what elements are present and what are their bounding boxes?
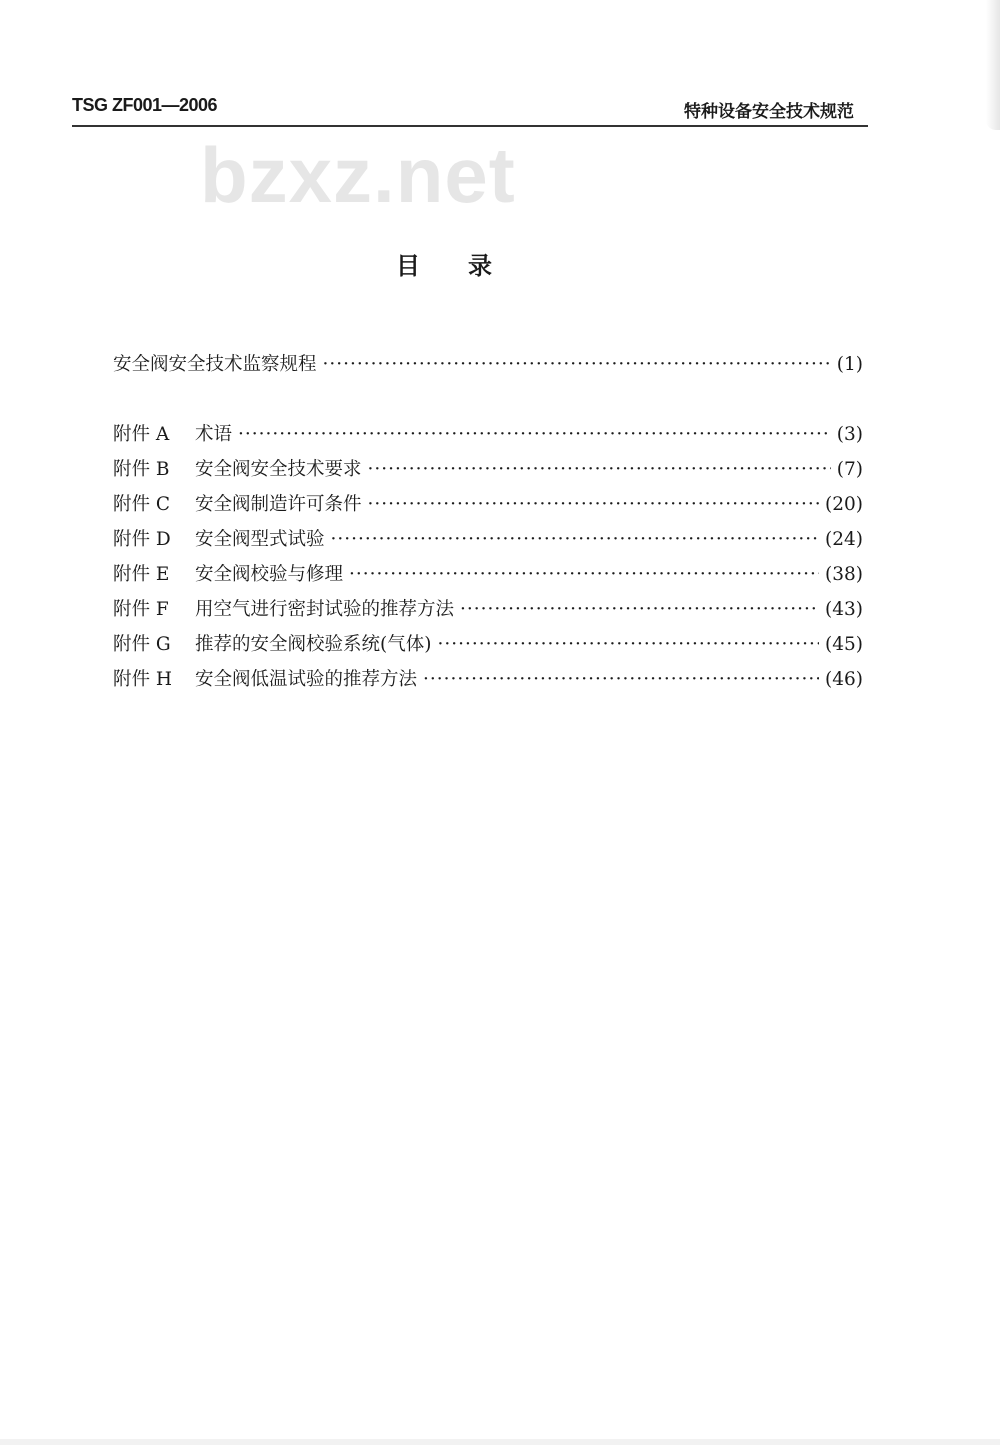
toc-entry[interactable] <box>113 455 863 490</box>
toc-entry[interactable] <box>113 525 863 560</box>
toc-entry-label: 安全阀低温试验的推荐方法 <box>195 669 418 690</box>
toc-entry[interactable] <box>113 420 863 455</box>
toc-page-number: (1) <box>836 354 863 375</box>
dot-leader <box>460 599 819 620</box>
page-bottom-edge <box>0 1439 1000 1445</box>
toc-entry-label: 安全阀制造许可条件 <box>195 494 362 515</box>
dot-leader <box>368 494 820 515</box>
toc-appendices <box>113 420 863 700</box>
appendix-prefix: 附件 B <box>113 459 170 480</box>
appendix-prefix: 附件 A <box>113 424 170 445</box>
toc-entry-label: 术语 <box>195 424 233 445</box>
toc-entry-label: 推荐的安全阀校验系统(气体) <box>195 634 432 655</box>
toc-page-number: (3) <box>836 424 863 445</box>
toc-page-number: (45) <box>825 634 863 655</box>
toc-page-number: (20) <box>825 494 863 515</box>
dot-leader <box>331 529 820 550</box>
page-edge-shadow <box>986 0 1000 130</box>
header-rule <box>72 125 868 127</box>
appendix-prefix: 附件 G <box>113 634 171 655</box>
standard-code: TSG ZF001—2006 <box>72 95 218 115</box>
toc-entry[interactable] <box>113 595 863 630</box>
toc-entry[interactable] <box>113 665 863 700</box>
toc-entry-label: 安全阀校验与修理 <box>195 564 344 585</box>
toc-page-number: (43) <box>825 599 863 620</box>
appendix-prefix: 附件 E <box>113 564 170 585</box>
toc-entry[interactable] <box>113 490 863 525</box>
appendix-prefix: 附件 F <box>113 599 169 620</box>
toc-page-number: (46) <box>825 669 863 690</box>
toc-entry-label: 安全阀安全技术监察规程 <box>113 354 317 375</box>
appendix-prefix: 附件 H <box>113 669 173 690</box>
dot-leader <box>349 564 819 585</box>
dot-leader <box>323 354 831 375</box>
dot-leader <box>437 634 819 655</box>
toc-entry-label: 用空气进行密封试验的推荐方法 <box>195 599 455 620</box>
toc-entry-label: 安全阀型式试验 <box>195 529 325 550</box>
toc-entry[interactable] <box>113 560 863 595</box>
appendix-prefix: 附件 C <box>113 494 171 515</box>
appendix-prefix: 附件 D <box>113 529 171 550</box>
series-title: 特种设备安全技术规范 <box>684 102 854 122</box>
dot-leader <box>423 669 819 690</box>
toc-main <box>113 350 863 385</box>
watermark: bzxz.net <box>200 131 516 219</box>
toc-page-number: (24) <box>825 529 863 550</box>
toc-page-number: (7) <box>836 459 863 480</box>
page-title: 目录 <box>396 252 540 280</box>
toc-page-number: (38) <box>825 564 863 585</box>
dot-leader <box>368 459 831 480</box>
toc-entry-label: 安全阀安全技术要求 <box>195 459 362 480</box>
dot-leader <box>238 424 831 445</box>
toc-entry[interactable] <box>113 630 863 665</box>
toc-entry[interactable] <box>113 350 863 385</box>
